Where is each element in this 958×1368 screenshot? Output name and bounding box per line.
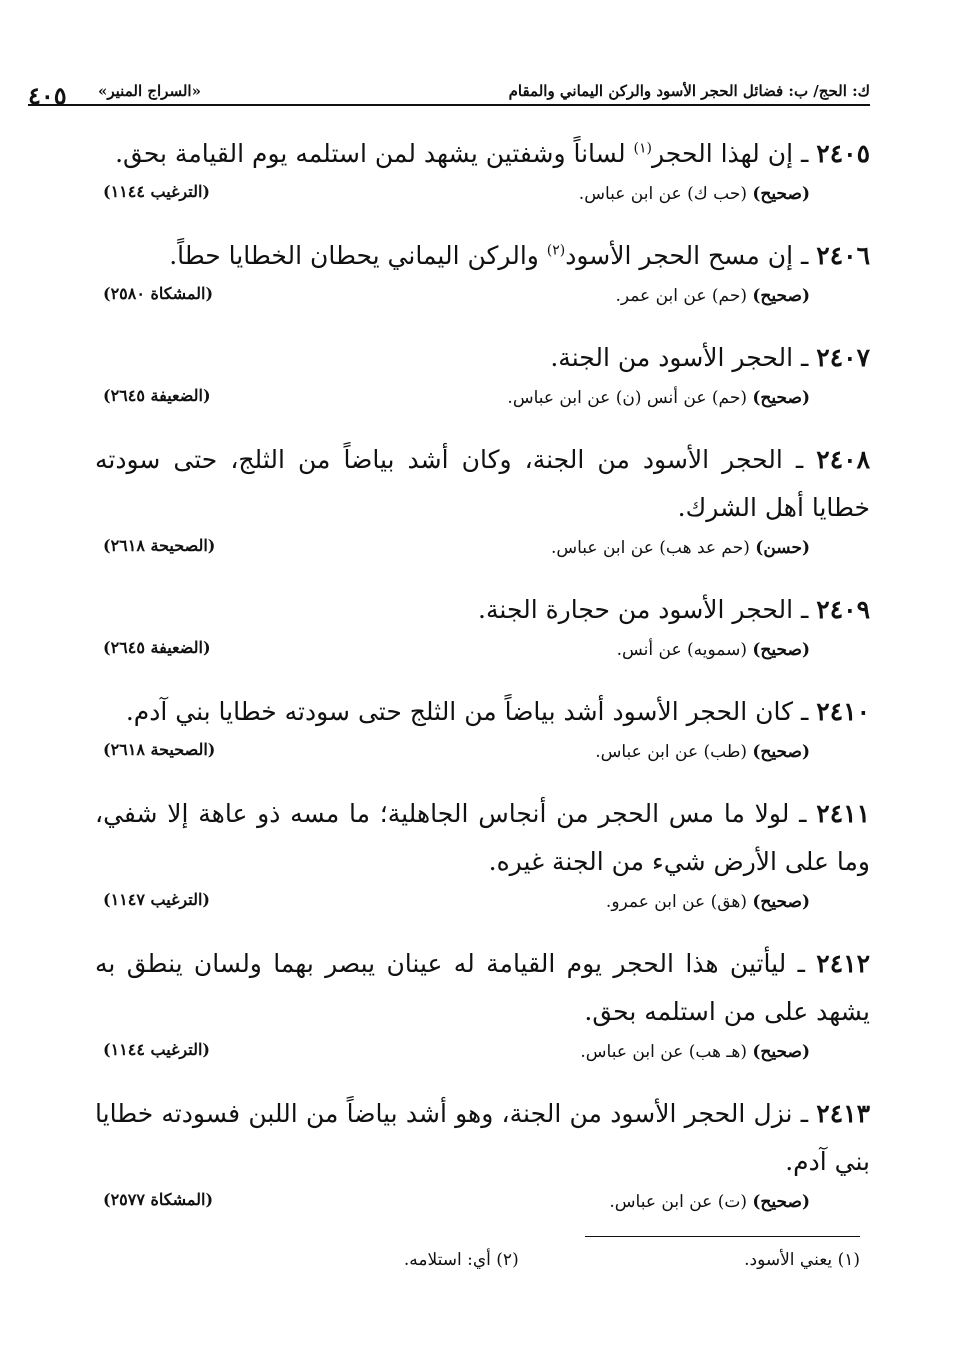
- hadith-number: ٢٤٠٩: [816, 595, 870, 624]
- footnote-mark: (١): [837, 1250, 860, 1270]
- hadith-text: [95, 130, 870, 178]
- grade-label: (صحيح): [752, 388, 810, 408]
- hadith-entry: [95, 688, 870, 778]
- hadith-source: (ت) عن ابن عباس.: [609, 1192, 753, 1212]
- citation: (الصحيحة ٢٦١٨): [103, 740, 216, 759]
- text-part: كان الحجر الأسود أشد بياضاً من الثلج حتى سودته خطايا بني آدم.: [125, 697, 794, 726]
- hadith-number: ٢٤٠٦: [816, 241, 870, 270]
- hadith-text: [95, 586, 870, 634]
- hadith-reference: [95, 532, 870, 574]
- hadith-text: [95, 790, 870, 886]
- hadith-grade: [580, 1042, 810, 1062]
- hadith-grade: [606, 892, 810, 912]
- text-part: الحجر الأسود من الجنة، وكان أشد بياضاً من الثلج، حتى سودته خطايا أهل الشرك.: [95, 445, 870, 522]
- footnote-ref: (٢): [546, 242, 566, 259]
- hadith-entry: [95, 436, 870, 574]
- hadith-number: ٢٤١٢: [816, 949, 870, 978]
- text-part: إن لهذا الحجر: [652, 139, 794, 168]
- number-separator: ـ: [793, 343, 817, 372]
- citation: (الضعيفة ٢٦٤٥): [103, 386, 211, 405]
- grade-label: (صحيح): [752, 286, 810, 306]
- footnote: [404, 1250, 519, 1270]
- hadith-number: ٢٤٠٥: [816, 139, 870, 168]
- footnote: [744, 1250, 860, 1270]
- hadith-text: [95, 1090, 870, 1186]
- hadith-reference: [95, 886, 870, 928]
- footnote-text: أي: استلامه.: [403, 1250, 497, 1270]
- footnote-text: يعني الأسود.: [744, 1250, 838, 1270]
- hadith-reference: [95, 382, 870, 424]
- number-separator: ـ: [793, 595, 817, 624]
- hadith-source: (طب) عن ابن عباس.: [595, 742, 753, 762]
- hadith-source: (حب ك) عن ابن عباس.: [578, 184, 753, 204]
- number-separator: ـ: [782, 445, 817, 474]
- citation: (الترغيب ١١٤٤): [103, 1040, 210, 1059]
- citation: (المشكاة ٢٥٨٠): [103, 284, 214, 303]
- number-separator: ـ: [793, 139, 817, 168]
- grade-label: (صحيح): [752, 640, 810, 660]
- hadith-text: [95, 436, 870, 532]
- hadith-reference: [95, 736, 870, 778]
- hadith-entry: [95, 130, 870, 220]
- hadith-reference: [95, 634, 870, 676]
- number-separator: ـ: [786, 949, 817, 978]
- page-number: ٤٠٥: [28, 81, 67, 110]
- text-part: والركن اليماني يحطان الخطايا حطاً.: [169, 241, 547, 270]
- hadith-reference: [95, 280, 870, 322]
- hadith-source: (سمويه) عن أنس.: [616, 640, 753, 660]
- hadith-grade: [617, 640, 810, 660]
- text-part: ليأتين هذا الحجر يوم القيامة له عينان يبصر بهما ولسان ينطق به يشهد على من استلمه بحق.: [95, 949, 870, 1026]
- footnote-ref: (١): [633, 140, 653, 157]
- hadith-grade: [595, 742, 810, 762]
- number-separator: ـ: [793, 697, 817, 726]
- hadith-grade: [615, 286, 810, 306]
- footnote-divider: [585, 1236, 860, 1237]
- grade-label: (حسن): [755, 538, 810, 558]
- running-header: [28, 72, 870, 110]
- text-part: لساناً وشفتين يشهد لمن استلمه يوم القيامة بحق.: [115, 139, 634, 168]
- text-part: نزل الحجر الأسود من الجنة، وهو أشد بياضاً من اللبن فسودته خطايا بني آدم.: [95, 1099, 870, 1176]
- citation: (الترغيب ١١٤٤): [103, 182, 210, 201]
- hadith-number: ٢٤١١: [816, 799, 870, 828]
- grade-label: (صحيح): [752, 742, 810, 762]
- citation: (الصحيحة ٢٦١٨): [103, 536, 216, 555]
- hadith-entry: [95, 334, 870, 424]
- hadith-source: (حم) عن ابن عمر.: [615, 286, 753, 306]
- book-title: «السراج المنير»: [98, 82, 201, 100]
- number-separator: ـ: [792, 1099, 817, 1128]
- hadith-entry: [95, 940, 870, 1078]
- text-part: لولا ما مس الحجر من أنجاس الجاهلية؛ ما مسه ذو عاهة إلا شفي، وما على الأرض شيء من الجنة غيره.: [95, 799, 870, 876]
- hadith-reference: [95, 1036, 870, 1078]
- footnotes: [95, 1250, 860, 1270]
- citation: (المشكاة ٢٥٧٧): [103, 1190, 214, 1209]
- hadith-text: [95, 232, 870, 280]
- hadith-text: [95, 334, 870, 382]
- footnote-mark: (٢): [496, 1250, 519, 1270]
- hadith-entry: [95, 1090, 870, 1228]
- hadith-reference: [95, 178, 870, 220]
- grade-label: (صحيح): [752, 1042, 810, 1062]
- hadith-entry: [95, 586, 870, 676]
- hadith-number: ٢٤٠٧: [816, 343, 870, 372]
- hadith-text: [95, 940, 870, 1036]
- chapter-title: ك: الحج/ ب: فضائل الحجر الأسود والركن اليماني والمقام: [508, 82, 870, 100]
- hadith-entry: [95, 790, 870, 928]
- hadith-entry: [95, 232, 870, 322]
- hadith-source: (حم) عن أنس (ن) عن ابن عباس.: [507, 388, 753, 408]
- hadith-grade: [551, 538, 810, 558]
- number-separator: ـ: [789, 799, 817, 828]
- hadith-source: (هق) عن ابن عمرو.: [605, 892, 753, 912]
- number-separator: ـ: [793, 241, 817, 270]
- citation: (الضعيفة ٢٦٤٥): [103, 638, 211, 657]
- hadith-number: ٢٤٠٨: [816, 445, 870, 474]
- hadith-list: [95, 130, 870, 1240]
- hadith-grade: [507, 388, 810, 408]
- hadith-reference: [95, 1186, 870, 1228]
- hadith-grade: [579, 184, 810, 204]
- grade-label: (صحيح): [752, 184, 810, 204]
- hadith-source: (حم عد هب) عن ابن عباس.: [550, 538, 756, 558]
- grade-label: (صحيح): [752, 1192, 810, 1212]
- hadith-number: ٢٤١٠: [816, 697, 870, 726]
- text-part: إن مسح الحجر الأسود: [565, 241, 794, 270]
- text-part: الحجر الأسود من حجارة الجنة.: [478, 595, 794, 624]
- hadith-number: ٢٤١٣: [816, 1099, 870, 1128]
- hadith-source: (هـ هب) عن ابن عباس.: [580, 1042, 753, 1062]
- hadith-text: [95, 688, 870, 736]
- grade-label: (صحيح): [752, 892, 810, 912]
- text-part: الحجر الأسود من الجنة.: [550, 343, 794, 372]
- citation: (الترغيب ١١٤٧): [103, 890, 210, 909]
- hadith-grade: [609, 1192, 810, 1212]
